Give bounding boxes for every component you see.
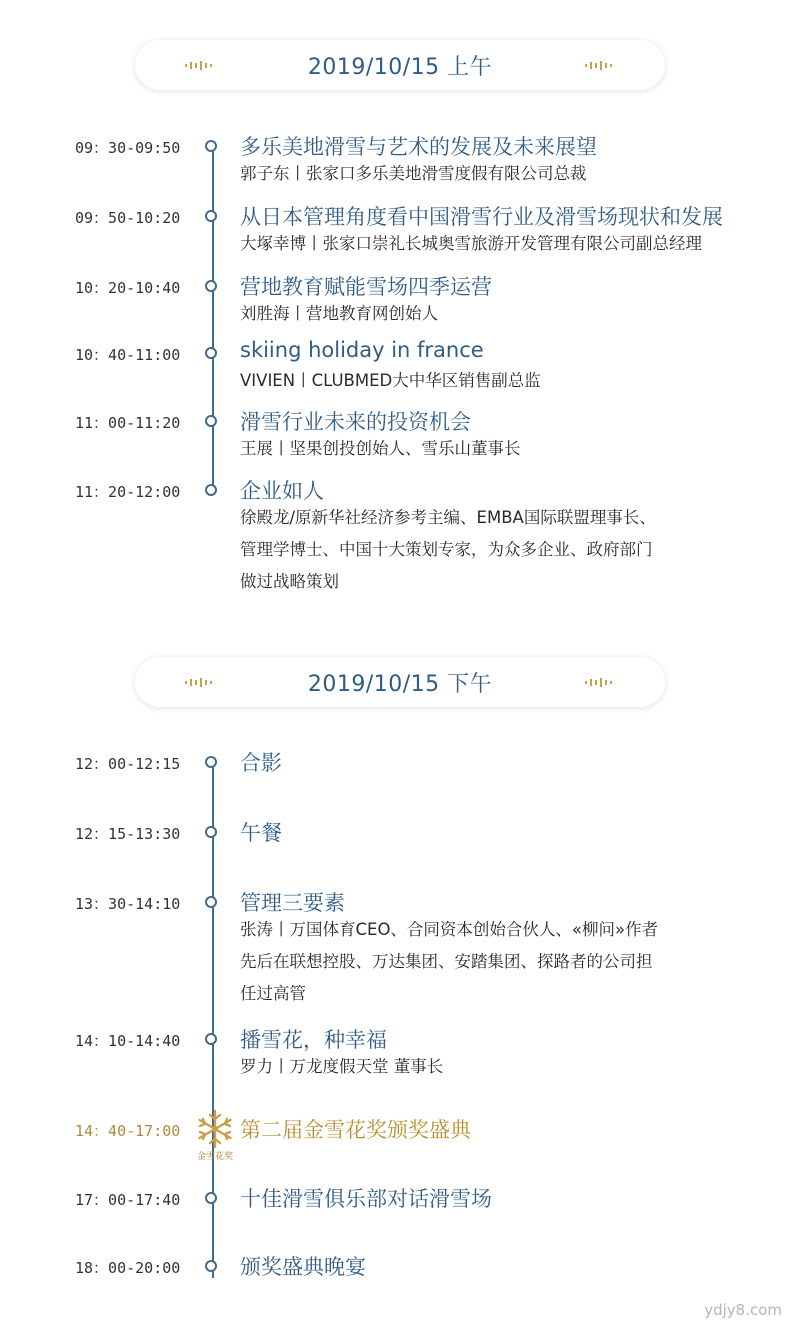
time-range: 13：30-14:10 [75,895,181,913]
award-badge-label: 金雪花奖 [196,1152,233,1162]
timeline-dot-icon [205,415,217,427]
time-range: 09：30-09:50 [75,139,181,157]
time-range: 18：00-20:00 [75,1259,181,1277]
time-range: 10：20-10:40 [75,279,181,297]
time-range: 11：00-11:20 [75,414,181,432]
session-title: 颁奖盛典晚宴 [240,1255,366,1279]
session-title: 午餐 [240,821,282,845]
session-description [240,365,780,397]
session-title: 十佳滑雪俱乐部对话滑雪场 [240,1187,492,1211]
time-range: 14：40-17:00 [75,1122,181,1140]
session-title: 营地教育赋能雪场四季运营 [240,275,492,299]
morning-section-header [135,40,665,90]
timeline-dot-icon [205,756,217,768]
session-description [240,433,780,465]
session-title: 播雪花，种幸福 [240,1028,387,1052]
description-line: 先后在联想控股、万达集团、安踏集团、探路者的公司担 [240,952,653,971]
description-line: 管理学博士、中国十大策划专家，为众多企业、政府部门 [240,540,653,559]
time-range: 14：10-14:40 [75,1032,181,1050]
golden-snowflake-award-badge [190,1109,240,1167]
decorative-bars-icon [185,60,215,70]
morning-header-text: 2019/10/15 上午 [307,54,493,80]
description-line: 做过战略策划 [240,572,339,591]
timeline-dot-icon [205,484,217,496]
session-title: 管理三要素 [240,891,345,915]
description-line: 罗力丨万龙度假天堂 董事长 [240,1057,444,1076]
description-line: VIVIEN丨CLUBMED大中华区销售副总监 [240,371,541,390]
session-title: 多乐美地滑雪与艺术的发展及未来展望 [240,135,597,159]
session-title: skiing holiday in france [240,338,484,362]
session-title: 第二届金雪花奖颁奖盛典 [240,1118,471,1142]
description-line: 大塚幸博丨张家口崇礼长城奥雪旅游开发管理有限公司副总经理 [240,234,702,253]
timeline-dot-icon [205,210,217,222]
time-range: 12：00-12:15 [75,755,181,773]
session-title: 合影 [240,751,282,775]
timeline-dot-icon [205,896,217,908]
timeline-dot-icon [205,280,217,292]
description-line: 徐殿龙/原新华社经济参考主编、EMBA国际联盟理事长、 [240,508,656,527]
timeline-dot-icon [205,826,217,838]
decorative-bars-icon [185,677,215,687]
description-line: 任过高管 [240,984,306,1003]
session-description [240,228,780,260]
timeline-dot-icon [205,140,217,152]
afternoon-header-text: 2019/10/15 下午 [307,671,493,697]
session-description [240,298,780,330]
time-range: 10：40-11:00 [75,346,181,364]
time-range: 12：15-13:30 [75,825,181,843]
session-description [240,158,780,190]
time-range: 09：50-10:20 [75,209,181,227]
time-range: 11：20-12:00 [75,483,181,501]
timeline-dot-icon [205,1260,217,1272]
timeline-dot-icon [205,1192,217,1204]
session-description [240,502,780,598]
session-title: 企业如人 [240,479,324,503]
session-title: 从日本管理角度看中国滑雪行业及滑雪场现状和发展 [240,205,723,229]
timeline-dot-icon [205,1033,217,1045]
watermark: ydjy8.com [704,1301,782,1319]
snowflake-icon [190,1109,240,1151]
time-range: 17：00-17:40 [75,1191,181,1209]
description-line: 张涛丨万国体育CEO、合同资本创始合伙人、«柳问»作者 [240,920,659,939]
decorative-bars-icon [585,677,615,687]
description-line: 刘胜海丨营地教育网创始人 [240,304,438,323]
description-line: 郭子东丨张家口多乐美地滑雪度假有限公司总裁 [240,164,587,183]
timeline-dot-icon [205,347,217,359]
afternoon-section-header [135,657,665,707]
session-description [240,914,780,1010]
session-title: 滑雪行业未来的投资机会 [240,410,471,434]
session-description [240,1051,780,1083]
description-line: 王展丨坚果创投创始人、雪乐山董事长 [240,439,521,458]
decorative-bars-icon [585,60,615,70]
morning-timeline-line [212,144,214,490]
